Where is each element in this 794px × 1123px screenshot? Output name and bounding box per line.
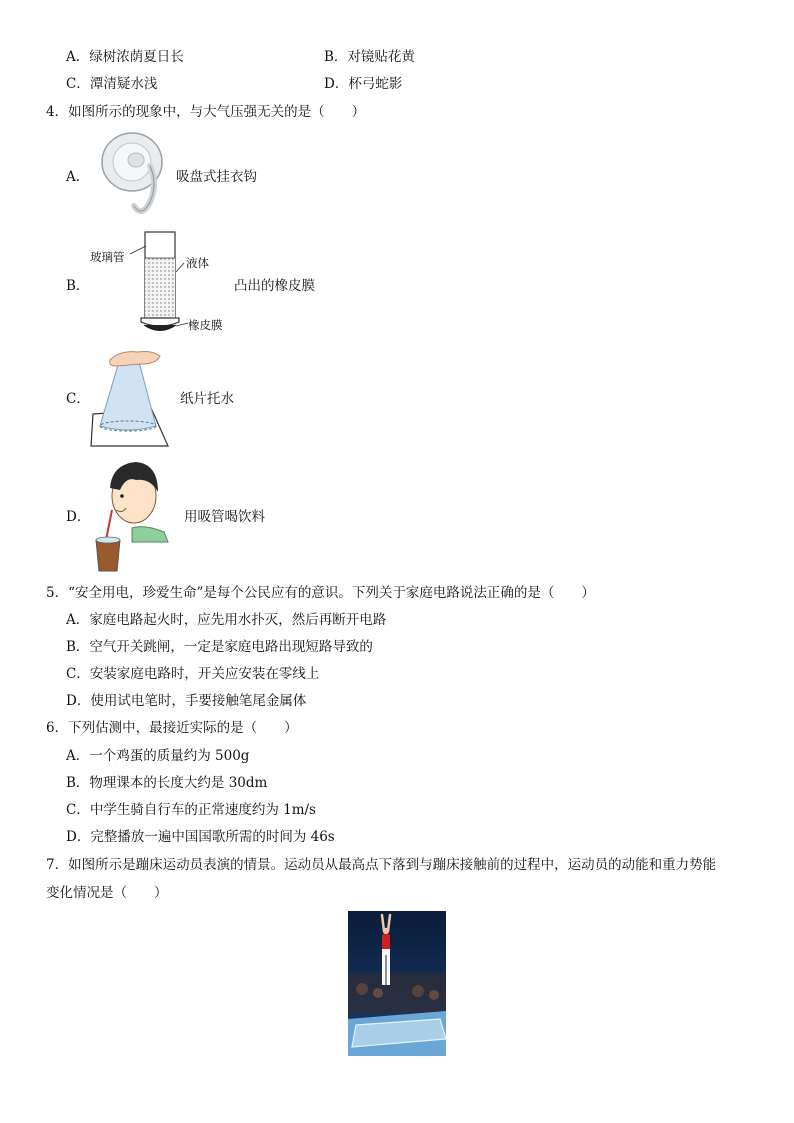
liquid-label: 液体 (186, 256, 209, 270)
q4-option-c-caption: 纸片托水 (180, 391, 234, 407)
paper-holds-water-figure (90, 348, 180, 448)
q5-stem: 5．“安全用电，珍爱生命”是每个公民应有的意识。下列关于家庭电路说法正确的是（ ） (46, 585, 595, 601)
glass-tube-label: 玻璃管 (90, 250, 125, 264)
boy-drinking-straw-figure (92, 458, 172, 573)
q5-option-d: D．使用试电笔时，手要接触笔尾金属体 (66, 693, 307, 709)
rubber-membrane-label: 橡皮膜 (188, 318, 223, 332)
q4-option-d-letter: D． (66, 509, 91, 525)
q3-option-a: A．绿树浓荫夏日长 (66, 49, 184, 65)
q3-option-d: D．杯弓蛇影 (324, 76, 403, 92)
q6-option-d: D．完整播放一遍中国国歌所需的时间为 46s (66, 829, 335, 845)
q5-option-c: C．安装家庭电路时，开关应安装在零线上 (66, 666, 320, 682)
q4-option-a-caption: 吸盘式挂衣钩 (176, 169, 257, 185)
q7-stem-line1: 7．如图所示是蹦床运动员表演的情景。运动员从最高点下落到与蹦床接触前的过程中，运动员的动能和重力势能 (46, 857, 717, 873)
q5-option-a: A．家庭电路起火时，应先用水扑灭，然后再断开电路 (66, 612, 387, 628)
q4-option-d-caption: 用吸管喝饮料 (184, 509, 265, 525)
q6-option-a: A．一个鸡蛋的质量约为 500g (66, 748, 250, 764)
q6-stem: 6．下列估测中，最接近实际的是（ ） (46, 720, 298, 736)
q5-option-b: B．空气开关跳闸，一定是家庭电路出现短路导致的 (66, 639, 373, 655)
q4-stem: 4．如图所示的现象中，与大气压强无关的是（ ） (46, 104, 366, 120)
q3-option-c: C．潭清疑水浅 (66, 76, 158, 92)
q7-stem-line2: 变化情况是（ ） (46, 885, 168, 901)
q4-option-b-letter: B． (66, 278, 90, 294)
q4-option-a-letter: A． (66, 169, 90, 185)
trampoline-photo (348, 911, 446, 1056)
q3-option-b: B．对镜贴花黄 (324, 49, 415, 65)
q4-option-c-letter: C． (66, 391, 90, 407)
q6-option-b: B．物理课本的长度大约是 30dm (66, 775, 268, 791)
q4-option-b-caption: 凸出的橡皮膜 (234, 278, 315, 294)
q6-option-c: C．中学生骑自行车的正常速度约为 1m/s (66, 802, 316, 818)
suction-hook-figure (98, 132, 168, 222)
